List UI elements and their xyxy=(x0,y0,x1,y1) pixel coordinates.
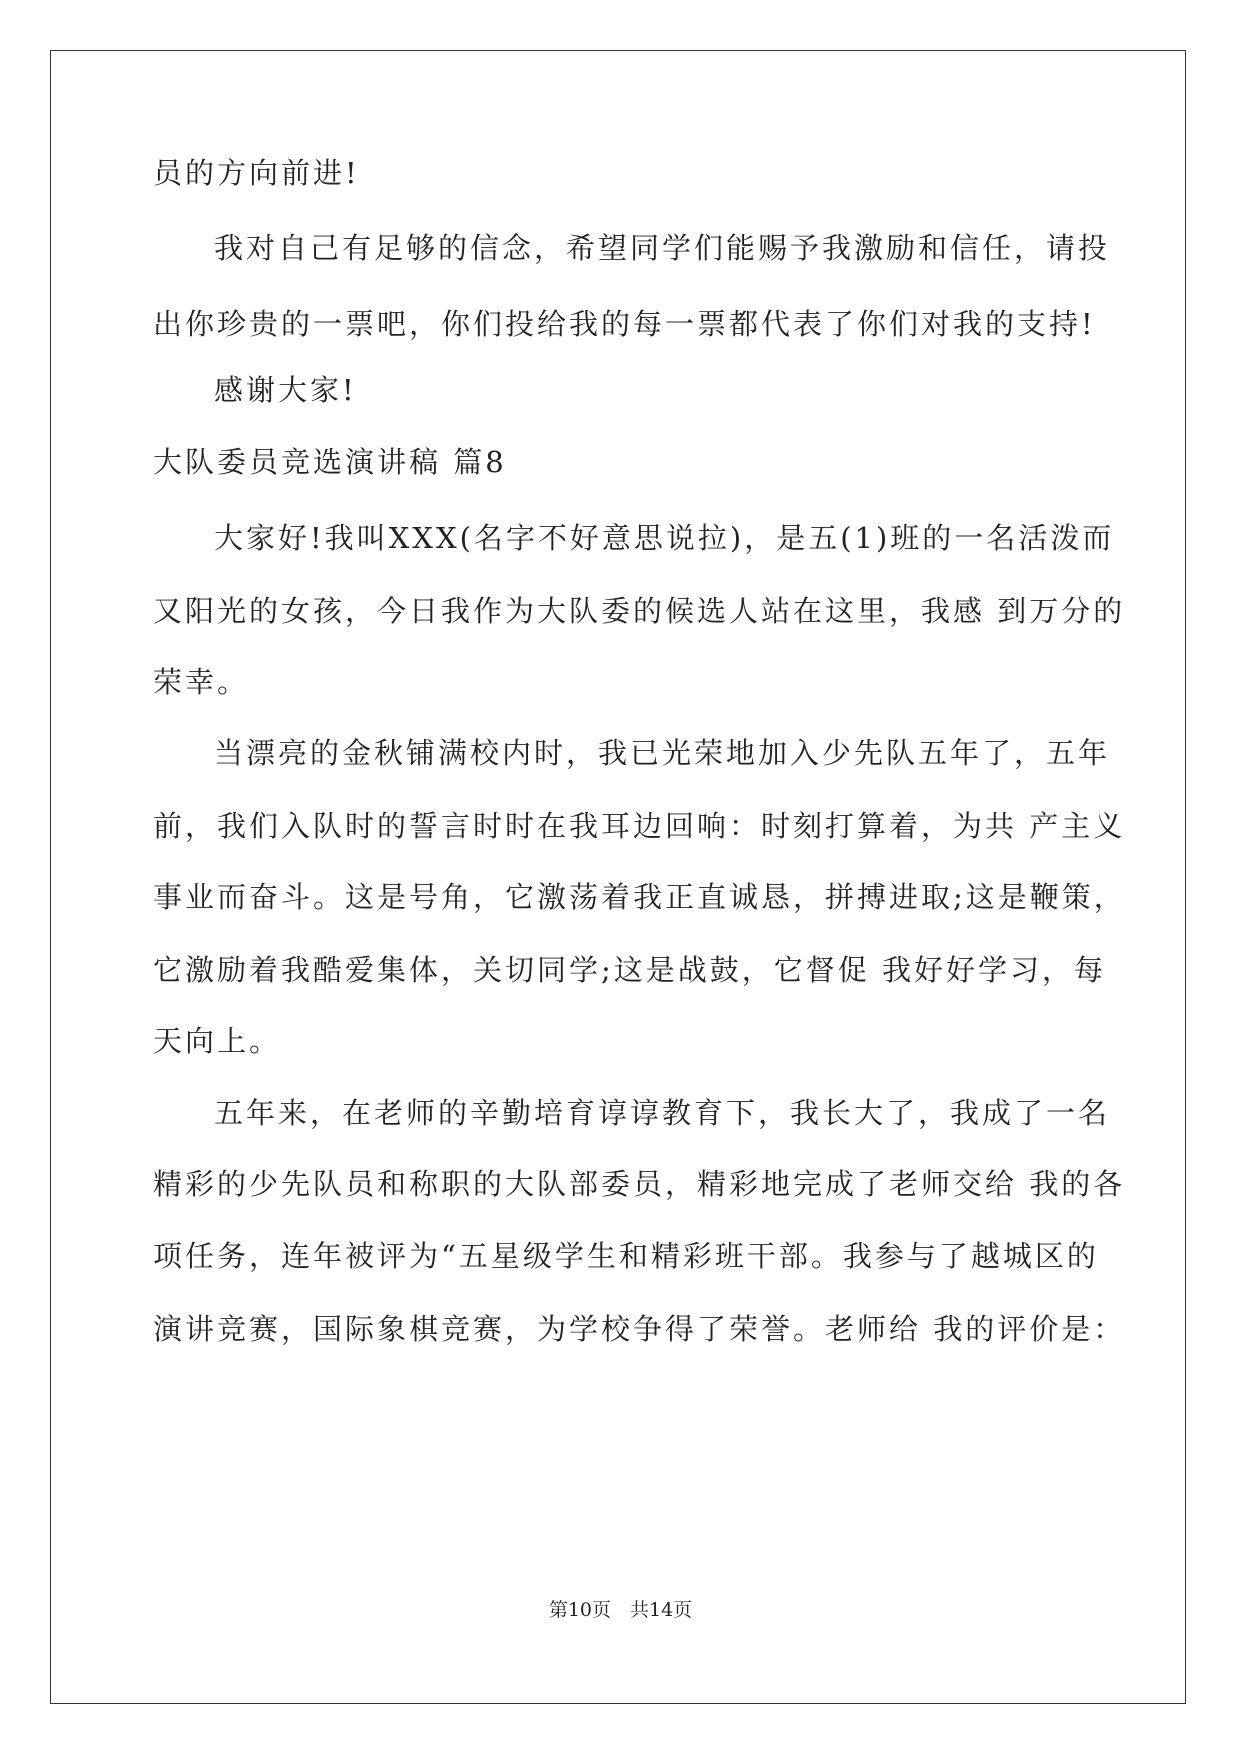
paragraph-line: 我对自己有足够的信念，希望同学们能赐予我激励和信任，请投 xyxy=(214,231,1111,265)
text-line: 出你珍贵的一票吧，你们投给我的每一票都代表了你们对我的支持! xyxy=(153,307,1096,341)
text-line: 荣幸。 xyxy=(153,665,250,699)
text-line: 它激励着我酷爱集体，关切同学;这是战鼓，它督促 我好好学习，每 xyxy=(153,953,1106,987)
section-heading: 大队委员竞选演讲稿 篇8 xyxy=(153,445,507,479)
paragraph-line: 当漂亮的金秋铺满校内时，我已光荣地加入少先队五年了，五年 xyxy=(214,736,1111,770)
paragraph-line: 五年来，在老师的辛勤培育谆谆教育下，我长大了，我成了一名 xyxy=(214,1096,1111,1130)
text-line: 员的方向前进! xyxy=(153,156,360,190)
text-line: 精彩的少先队员和称职的大队部委员，精彩地完成了老师交给 我的各 xyxy=(153,1167,1126,1201)
text-line: 项任务，连年被评为“五星级学生和精彩班干部。我参与了越城区的 xyxy=(153,1239,1099,1273)
paragraph-line: 感谢大家! xyxy=(214,373,357,407)
text-line: 演讲竞赛，国际象棋竞赛，为学校争得了荣誉。老师给 我的评价是： xyxy=(153,1312,1126,1346)
text-line: 事业而奋斗。这是号角，它激荡着我正直诚恳，拼搏进取;这是鞭策， xyxy=(153,880,1126,914)
text-line: 又阳光的女孩，今日我作为大队委的候选人站在这里，我感 到万分的 xyxy=(153,594,1126,628)
text-line: 前，我们入队时的誓言时时在我耳边回响：时刻打算着，为共 产主义 xyxy=(153,809,1126,843)
text-line: 天向上。 xyxy=(153,1024,282,1058)
paragraph-line: 大家好!我叫XXX(名字不好意思说拉)，是五(1)班的一名活泼而 xyxy=(214,521,1115,555)
page-number-footer: 第10页 共14页 xyxy=(548,1599,693,1621)
